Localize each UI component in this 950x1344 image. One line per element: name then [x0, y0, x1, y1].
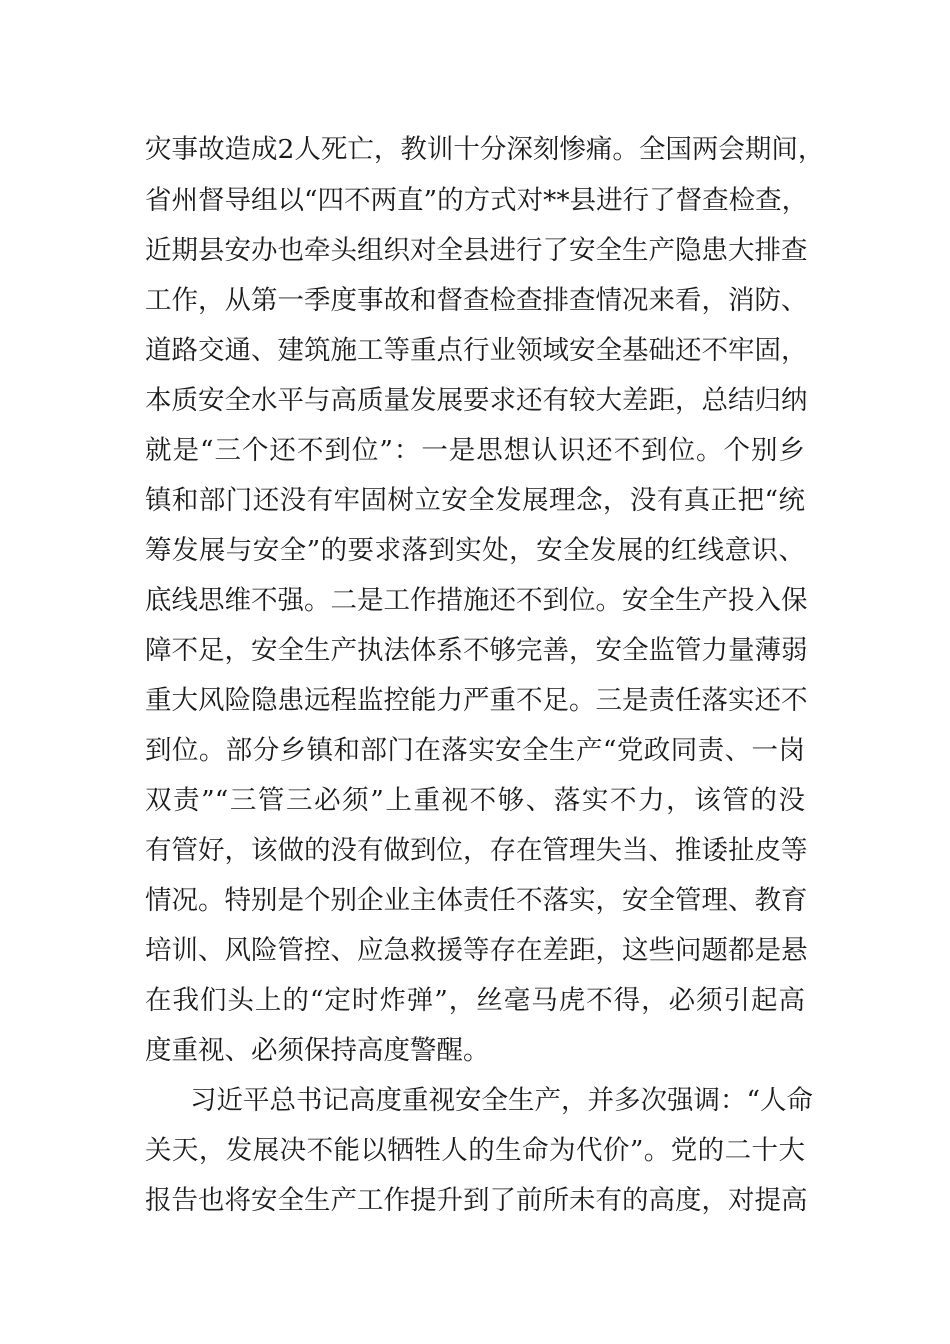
text-line-1: 灾事故造成2人死亡，教训十分深刻惨痛。全国两会期间， [145, 134, 825, 165]
text-line-4: 工作，从第一季度事故和督查检查排查情况来看，消防、 [145, 285, 808, 316]
text-line-9: 筹发展与安全”的要求落到实处，安全发展的红线意识、 [145, 535, 805, 566]
text-line-10: 底线思维不强。二是工作措施还不到位。安全生产投入保 [145, 585, 808, 616]
text-line-19: 度重视、必须保持高度警醒。 [145, 1035, 490, 1066]
text-line-6: 本质安全水平与高质量发展要求还有较大差距，总结归纳 [145, 385, 808, 416]
text-line-8: 镇和部门还没有牢固树立安全发展理念，没有真正把“统 [145, 485, 805, 516]
text-line-7: 就是“三个还不到位”：一是思想认识还不到位。个别乡 [145, 435, 805, 466]
text-line-2: 省州督导组以“四不两直”的方式对**县进行了督查检查， [145, 185, 809, 216]
text-line-22: 报告也将安全生产工作提升到了前所未有的高度，对提高 [145, 1185, 808, 1216]
text-line-12: 重大风险隐患远程监控能力严重不足。三是责任落实还不 [145, 685, 808, 716]
text-line-5: 道路交通、建筑施工等重点行业领域安全基础还不牢固， [145, 335, 808, 366]
text-line-16: 情况。特别是个别企业主体责任不落实，安全管理、教育 [145, 885, 808, 916]
text-line-3: 近期县安办也牵头组织对全县进行了安全生产隐患大排查 [145, 235, 808, 266]
text-line-17: 培训、风险管控、应急救援等存在差距，这些问题都是悬 [145, 935, 808, 966]
text-line-11: 障不足，安全生产执法体系不够完善，安全监管力量薄弱 [145, 635, 808, 666]
text-line-15: 有管好，该做的没有做到位，存在管理失当、推诿扯皮等 [145, 835, 808, 866]
text-line-20: 习近平总书记高度重视安全生产，并多次强调：“人命 [190, 1085, 814, 1116]
text-line-13: 到位。部分乡镇和部门在落实安全生产“党政同责、一岗 [145, 735, 805, 766]
text-line-14: 双责”“三管三必须”上重视不够、落实不力，该管的没 [145, 785, 805, 816]
text-line-21: 关天，发展决不能以牺牲人的生命为代价”。党的二十大 [145, 1135, 805, 1166]
text-line-18: 在我们头上的“定时炸弹”，丝毫马虎不得，必须引起高 [145, 985, 805, 1016]
